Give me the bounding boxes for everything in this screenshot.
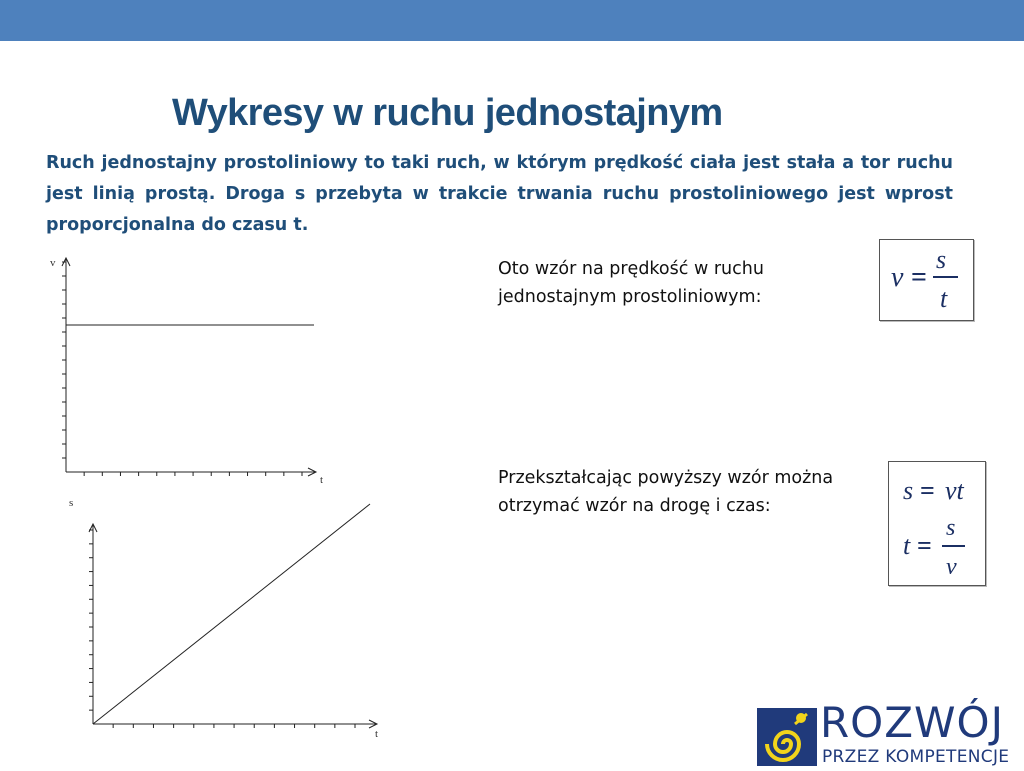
text-line: jednostajnym prostoliniowym: (498, 287, 762, 307)
y-axis-label: v (50, 257, 56, 269)
distance-time-chart (65, 492, 395, 747)
velocity-formula-text (498, 255, 764, 311)
formula-numerator: s (936, 245, 947, 274)
logo-mark-icon (757, 708, 817, 766)
velocity-formula-box (879, 239, 974, 321)
top-accent-bar (0, 0, 1024, 41)
formula-numerator: s (946, 515, 956, 541)
y-axis-label: s (69, 497, 74, 509)
slide-title: Wykresy w ruchu jednostajnym (172, 92, 723, 134)
formula-equals: = (917, 531, 932, 560)
formula-lhs: t (903, 531, 911, 560)
formula-rhs: vt (945, 476, 964, 505)
formula-denominator: v (946, 554, 957, 580)
distance-time-formula-box (888, 461, 986, 586)
formula-lhs: s (903, 476, 914, 505)
velocity-formula (880, 240, 973, 320)
formula-equals: = (911, 262, 927, 293)
x-axis-label: t (375, 728, 379, 740)
series-line (93, 504, 370, 724)
intro-paragraph: Ruch jednostajny prostoliniowy to taki ruch, w którym prędkość ciała jest stała a tor ruchu jest linią prostą. Droga s przebyta w trakcie trwania ruchu prostoliniowego jest wprost proporcjonalna do czasu t. (46, 153, 953, 235)
spiral-figure-icon (757, 708, 817, 766)
formula-lhs: v (891, 262, 904, 293)
text-line: Przekształcając powyższy wzór można (498, 468, 834, 488)
formula-equals: = (920, 476, 935, 505)
text-line: otrzymać wzór na drogę i czas: (498, 496, 771, 516)
logo-wordmark: ROZWÓJ (820, 698, 1004, 747)
velocity-time-chart (40, 250, 340, 490)
rozwoj-logo (754, 700, 1024, 766)
transform-formula-text (498, 464, 833, 520)
x-axis-label: t (320, 474, 324, 486)
logo-tagline: PRZEZ KOMPETENCJE (822, 747, 1010, 767)
formula-denominator: t (940, 284, 948, 313)
text-line: Oto wzór na prędkość w ruchu (498, 259, 764, 279)
distance-time-formulas (889, 462, 985, 585)
